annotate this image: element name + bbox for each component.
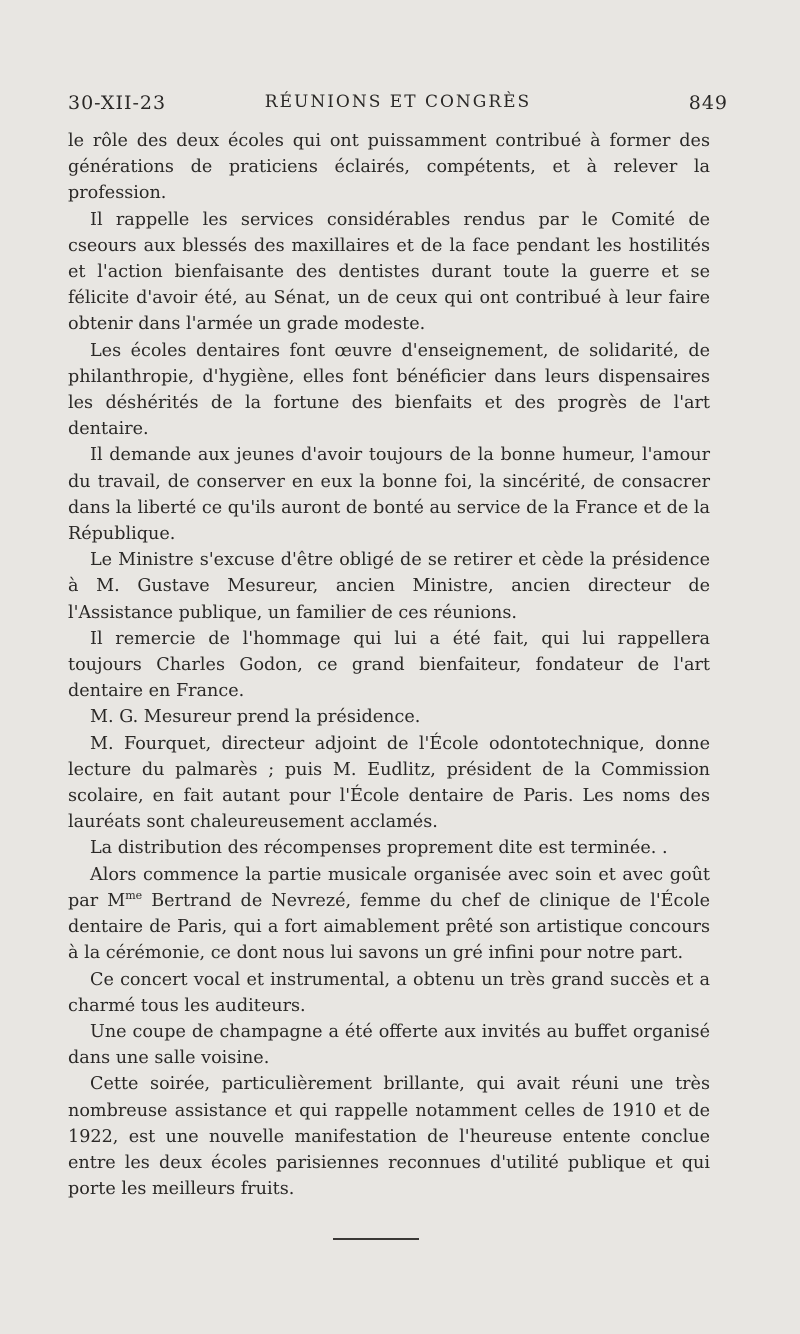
paragraph: Une coupe de champagne a été offerte aux invités au buffet organisé dans une salle voisine. — [68, 1021, 710, 1069]
paragraph: M. G. Mesureur prend la présidence. — [90, 707, 421, 728]
header-section-title: RÉUNIONS ET CONGRÈS — [264, 92, 532, 112]
paragraph-text: Alors commence la partie musicale organisée avec soin et avec goût par M — [68, 864, 710, 911]
paragraph: Les écoles dentaires font œuvre d'enseignement, de solidarité, de philanthropie, d'hygiène, elles font bénéficier dans leurs dispensaires les déshérités de la fortune des bienfaits et des progrès de l'art dentaire. — [68, 340, 710, 440]
paragraph: Il rappelle les services considérables rendus par le Comité de cseours aux blessés des maxillaires et de la face pendant les hostilités et l'action bienfaisante des dentistes durant toute la guerre et se félicite d'avoir été, au Sénat, un de ceux qui ont contribué à leur faire obtenir dans l'armée un grade modeste. — [68, 209, 710, 335]
paragraph: La distribution des récompenses proprement dite est terminée. . — [90, 838, 668, 859]
paragraph — [68, 862, 710, 967]
end-rule — [333, 1238, 419, 1240]
header-date: 30-XII-23 — [68, 92, 167, 114]
body-text — [68, 128, 710, 1202]
paragraph: Ce concert vocal et instrumental, a obtenu un très grand succès et a charmé tous les auditeurs. — [68, 969, 710, 1016]
paragraph: le rôle des deux écoles qui ont puissamment contribué à former des générations de praticiens éclairés, compétents, et à relever la profession. — [68, 131, 710, 204]
page-header — [68, 92, 728, 122]
paragraph: Il demande aux jeunes d'avoir toujours de la bonne humeur, l'amour du travail, de conserver en eux la bonne foi, la sincérité, de consacrer dans la liberté ce qu'ils auront de bonté au service de la France et de la République. — [68, 445, 710, 545]
superscript: me — [125, 889, 143, 903]
paragraph: M. Fourquet, directeur adjoint de l'École odontotechnique, donne lecture du palmarès ; puis M. Eudlitz, président de la Commission scolaire, en fait autant pour l'École dentaire de Paris. Les noms des lauréats sont chaleureusement acclamés. — [68, 733, 710, 833]
page-number: 849 — [688, 92, 728, 114]
paragraph: Il remercie de l'hommage qui lui a été fait, qui lui rappellera toujours Charles Godon, ce grand bienfaiteur, fondateur de l'art dentaire en France. — [68, 628, 710, 702]
paragraph-text: Bertrand de Nevrezé, femme du chef de clinique de l'École dentaire de Paris, qui a fort aimablement prêté son artistique concours à la cérémonie, ce dont nous lui savons un gré infini pour notre part. — [68, 890, 710, 964]
paragraph: Cette soirée, particulièrement brillante, qui avait réuni une très nombreuse assistance et qui rappelle notamment celles de 1910 et de 1922, est une nouvelle manifestation de l'heureuse entente conclue entre les deux écoles parisiennes reconnues d'utilité publique et qui porte les meilleurs fruits. — [68, 1074, 710, 1200]
paragraph: Le Ministre s'excuse d'être obligé de se retirer et cède la présidence à M. Gustave Mesureur, ancien Ministre, ancien directeur de l'Assistance publique, un familier de ces réunions. — [68, 550, 710, 623]
